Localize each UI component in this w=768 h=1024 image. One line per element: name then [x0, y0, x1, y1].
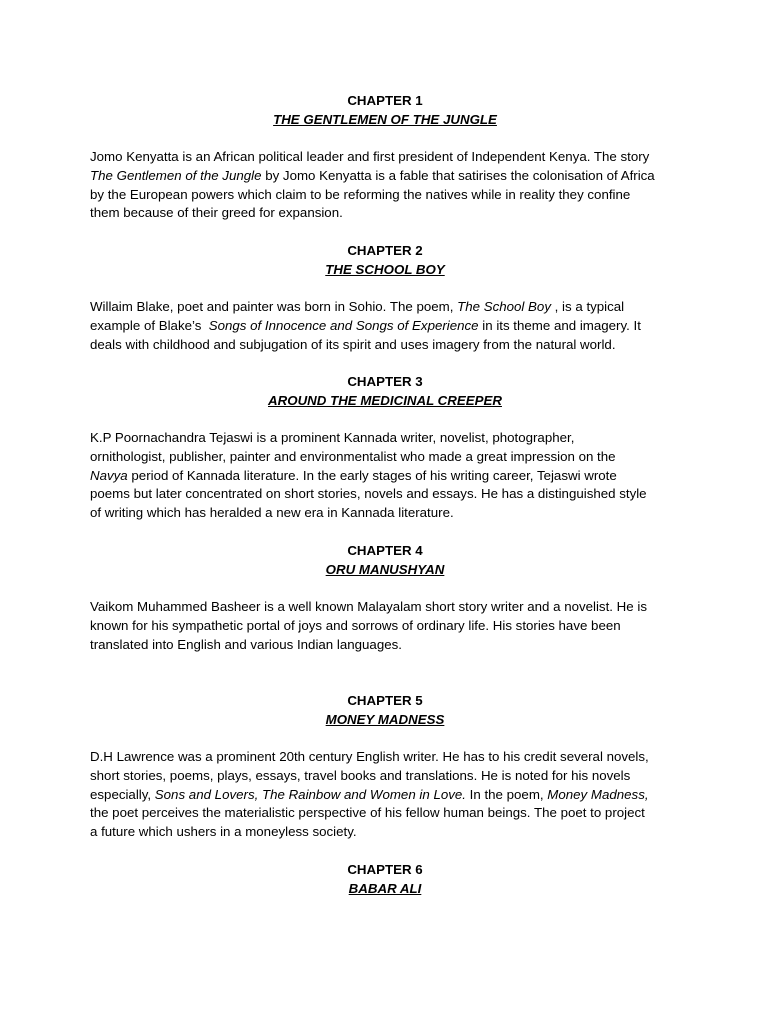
chapter-5: [90, 691, 680, 842]
chapter-number: CHAPTER 5: [347, 693, 423, 708]
chapter-number: CHAPTER 1: [347, 93, 423, 108]
body-text: of writing which has heralded a new era in Kannada literature.: [90, 505, 454, 521]
chapter-number: CHAPTER 2: [347, 243, 423, 258]
italic-text: The Gentlemen of the Jungle: [90, 167, 262, 183]
body-text: In the poem,: [465, 786, 548, 802]
italic-text: Songs of Innocence and Songs of Experience: [208, 317, 479, 333]
chapter-paragraph: [90, 598, 680, 654]
body-text: known for his sympathetic portal of joys and sorrows of ordinary life. His stories have been: [90, 617, 621, 633]
chapter-title: MONEY MADNESS: [325, 712, 445, 727]
italic-text: Money Madness,: [547, 786, 649, 802]
body-text: Willaim Blake, poet and painter was born in Sohio. The poem,: [90, 299, 458, 314]
body-text: in its theme and imagery. It: [478, 317, 641, 333]
chapter-number: CHAPTER 4: [347, 543, 423, 558]
body-text: a future which ushers in a moneyless society.: [90, 824, 357, 840]
paragraph-line: [90, 598, 680, 617]
paragraph-line: [90, 823, 680, 842]
chapter-title: THE GENTLEMEN OF THE JUNGLE: [273, 112, 497, 127]
paragraph-line: [90, 636, 680, 655]
body-text: deals with childhood and subjugation of its spirit and uses imagery from the natural world.: [90, 336, 616, 352]
paragraph-line: [90, 204, 680, 223]
chapter-number: CHAPTER 6: [347, 862, 423, 877]
body-text: period of Kannada literature. In the early stages of his writing career, Tejaswi wrote: [127, 467, 617, 483]
body-text: K.P Poornachandra Tejaswi is a prominent Kannada writer, novelist, photographer,: [90, 430, 575, 445]
chapter-paragraph: [90, 298, 680, 354]
chapter-title: THE SCHOOL BOY: [325, 262, 445, 277]
paragraph-line: [90, 748, 680, 767]
paragraph-line: [90, 186, 680, 205]
paragraph-line: [90, 467, 680, 486]
chapter-paragraph: [90, 148, 680, 223]
paragraph-line: [90, 767, 680, 786]
body-text: poems but later concentrated on short stories, novels and essays. He has a distinguished style: [90, 486, 647, 502]
paragraph-line: [90, 504, 680, 523]
paragraph-line: [90, 485, 680, 504]
paragraph-line: [90, 786, 680, 805]
body-text: by Jomo Kenyatta is a fable that satirises the colonisation of Africa: [261, 167, 655, 183]
chapter-paragraph: [90, 429, 680, 523]
body-text: example of Blake’s: [90, 317, 209, 333]
chapter-1: [90, 91, 680, 223]
body-text: Vaikom Muhammed Basheer is a well known Malayalam short story writer and a novelist. He is: [90, 599, 647, 614]
italic-text: Navya: [90, 467, 128, 483]
body-text: ornithologist, publisher, painter and environmentalist who made a great impression on the: [90, 448, 616, 464]
paragraph-line: [90, 336, 680, 355]
body-text: especially,: [90, 786, 155, 802]
body-text: , is a typical: [550, 299, 625, 314]
paragraph-line: [90, 298, 680, 317]
body-text: them because of their greed for expansion.: [90, 205, 343, 221]
italic-text: Sons and Lovers, The Rainbow and Women in Love.: [154, 786, 466, 802]
paragraph-line: [90, 429, 680, 448]
chapter-paragraph: [90, 748, 680, 842]
paragraph-line: [90, 617, 680, 636]
body-text: short stories, poems, plays, essays, travel books and translations. He is noted for his novels: [90, 767, 631, 783]
paragraph-line: [90, 167, 680, 186]
chapter-title: AROUND THE MEDICINAL CREEPER: [268, 393, 502, 408]
body-text: translated into English and various Indian languages.: [90, 636, 402, 652]
chapter-title: ORU MANUSHYAN: [325, 562, 445, 577]
chapter-3: [90, 372, 680, 523]
chapter-2: [90, 241, 680, 354]
paragraph-line: [90, 148, 680, 167]
body-text: D.H Lawrence was a prominent 20th century English writer. He has to his credit several novels,: [90, 749, 649, 764]
chapter-number: CHAPTER 3: [347, 374, 423, 389]
chapter-6: [90, 860, 680, 898]
paragraph-line: [90, 804, 680, 823]
paragraph-line: [90, 448, 680, 467]
chapter-title: BABAR ALI: [348, 881, 422, 896]
italic-text: The School Boy: [457, 299, 551, 314]
body-text: Jomo Kenyatta is an African political leader and first president of Independent Kenya. The story: [90, 149, 650, 164]
paragraph-line: [90, 317, 680, 336]
body-text: by the European powers which claim to be reforming the natives while in reality they confine: [90, 186, 631, 202]
body-text: the poet perceives the materialistic perspective of his fellow human beings. The poet to project: [90, 805, 645, 821]
chapter-4: [90, 541, 680, 654]
